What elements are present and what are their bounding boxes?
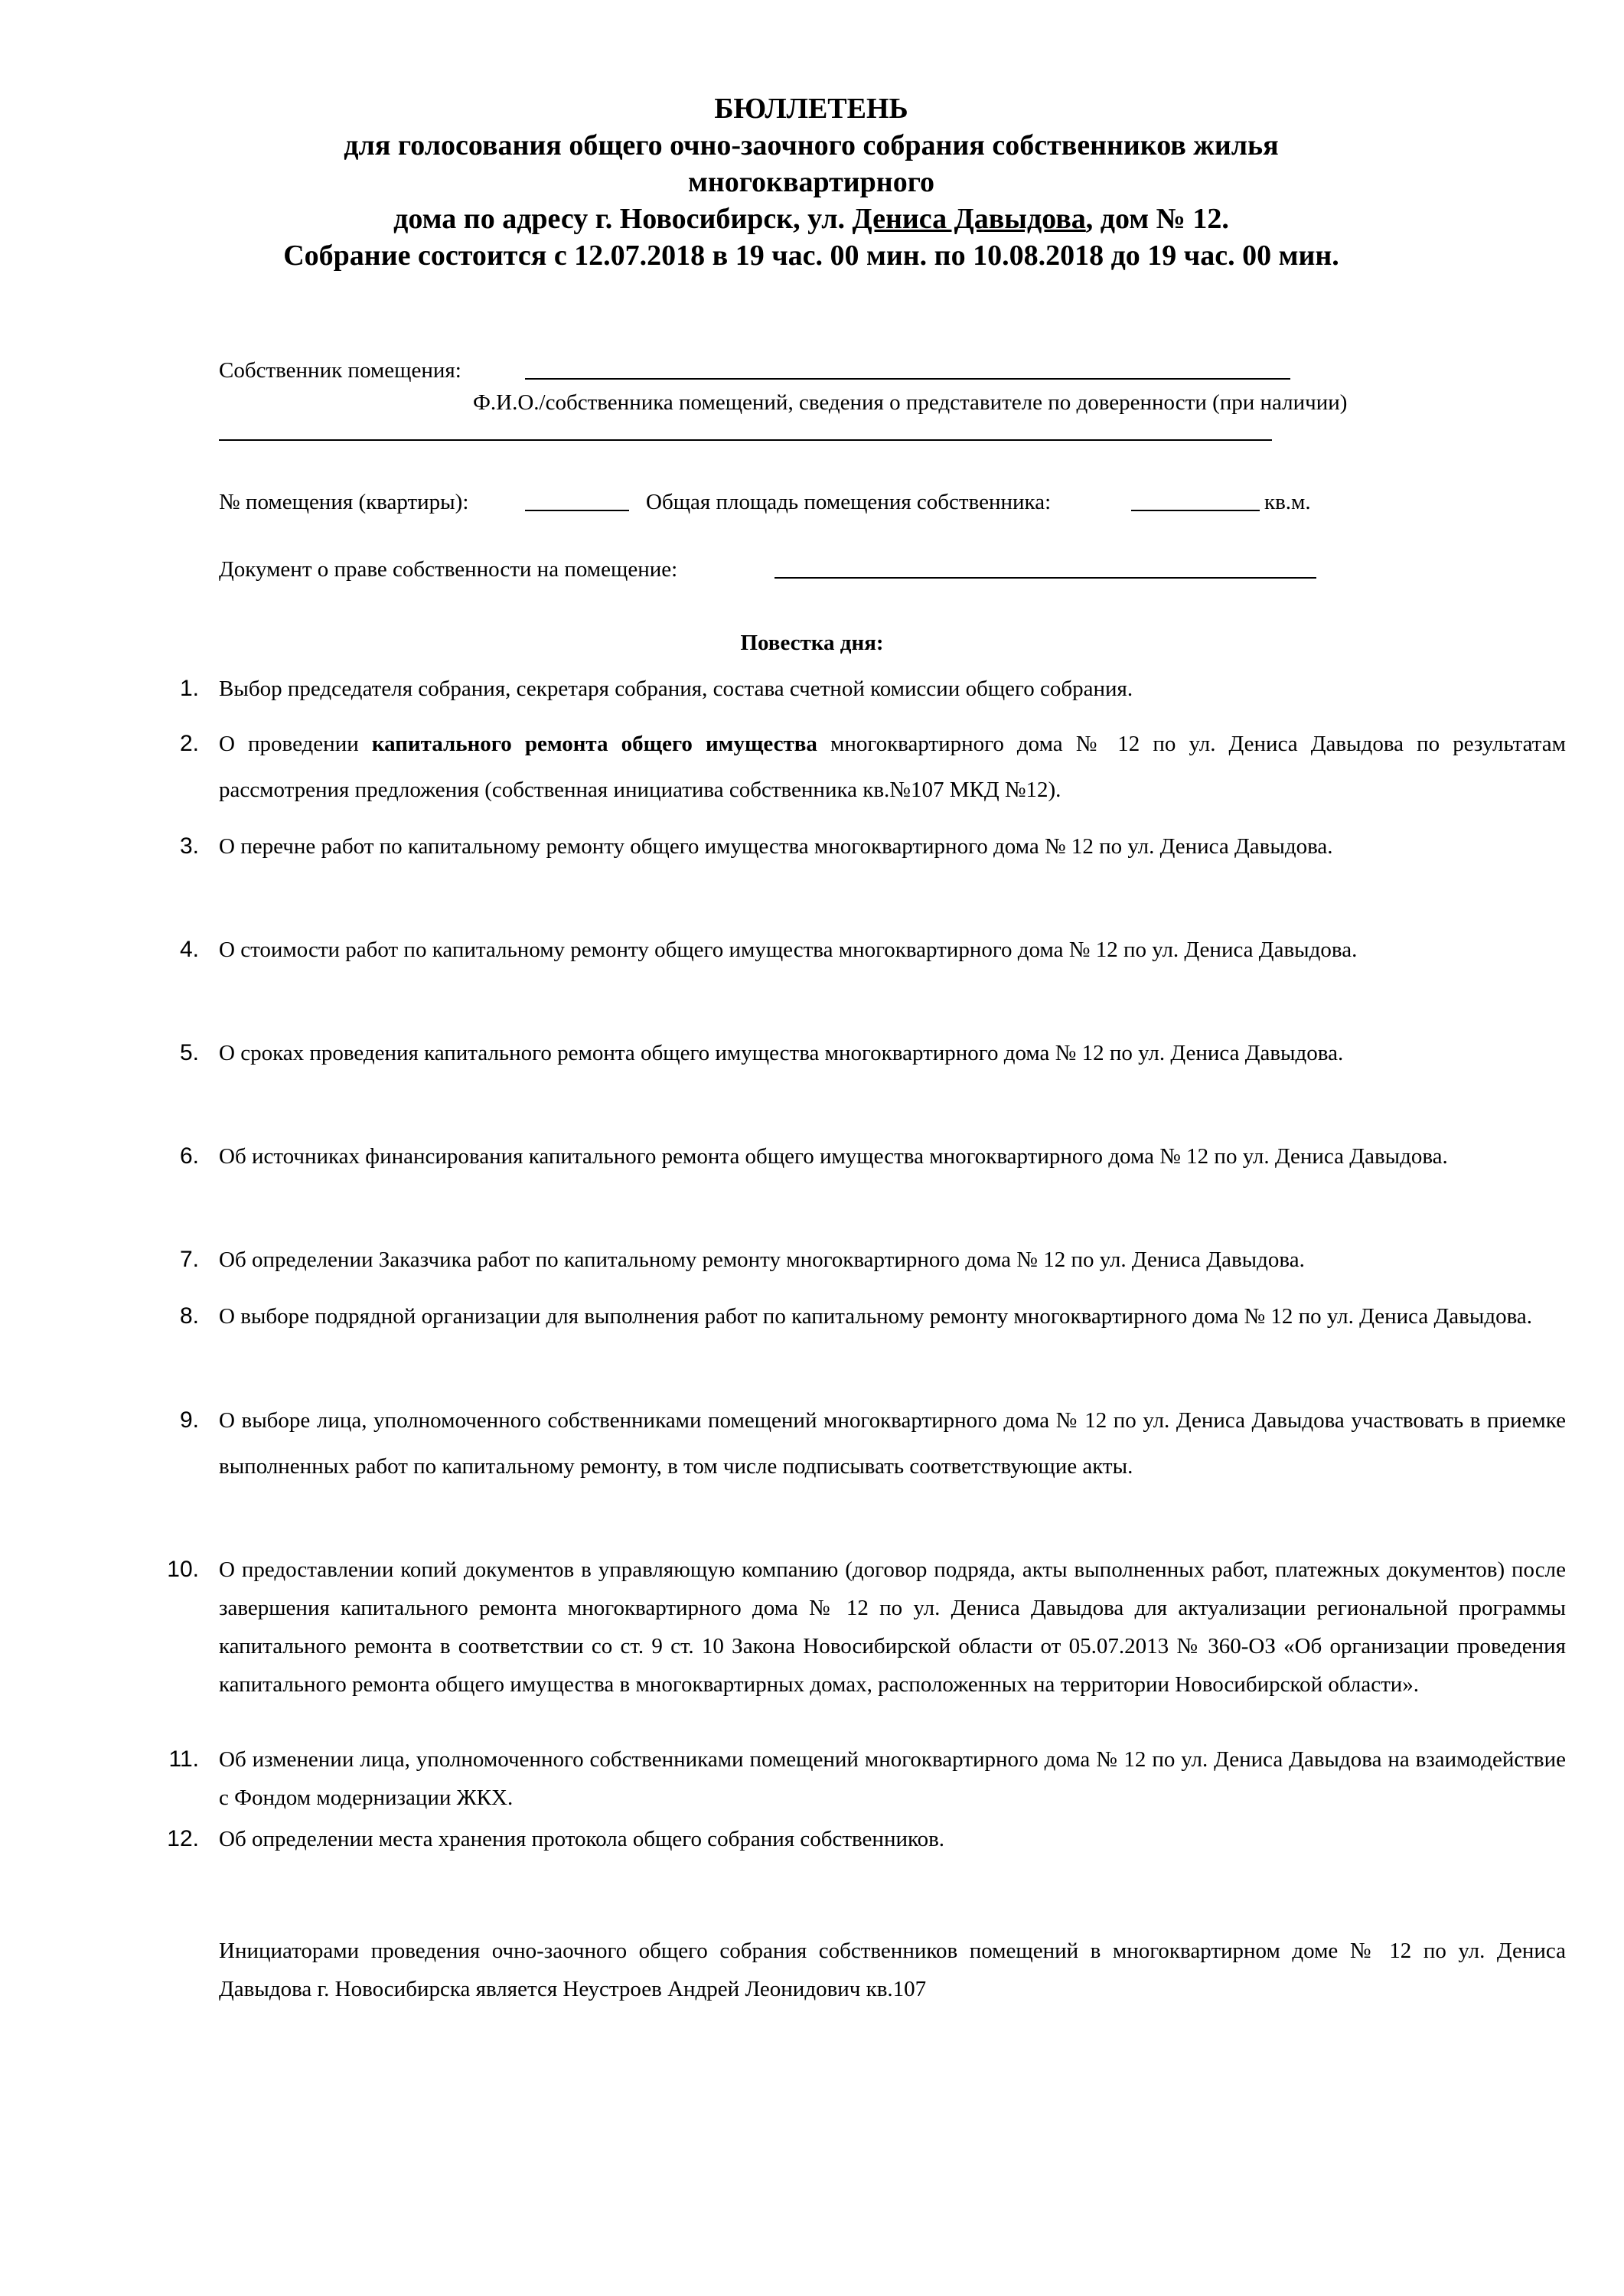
item-text (219, 721, 1566, 813)
area-unit: кв.м. (1264, 490, 1311, 514)
owner-hint: Ф.И.О./собственника помещений, сведения о представителе по доверенности (при наличии) (473, 390, 1348, 415)
item-text: О стоимости работ по капитальному ремонту общего имущества многоквартирного дома № 12 по ул. Дениса Давыдова. (219, 938, 1358, 962)
item-text-rest: многоквартирного дома № 12 по ул. Дениса Давыдова по результатам рассмотрения предложения (собственная инициатива собственника кв.№107 МКД №12). (219, 732, 1566, 802)
header-line-1: для голосования общего очно-заочного собрания собственников жилья (344, 129, 1279, 161)
item-number: 2. (179, 731, 199, 756)
item-text: О перечне работ по капитальному ремонту общего имущества многоквартирного дома № 12 по ул. Дениса Давыдова. (219, 834, 1333, 859)
item-text: О выборе подрядной организации для выполнения работ по капитальному ремонту многоквартирного дома № 12 по ул. Дениса Давыдова. (219, 1304, 1533, 1329)
item-number: 1. (179, 676, 199, 701)
item-number: 5. (179, 1040, 199, 1065)
item-number: 8. (179, 1303, 199, 1329)
item-number: 4. (179, 937, 199, 962)
initiators-note: Инициаторами проведения очно-заочного общего собрания собственников помещений в многоквартирном доме № 12 по ул. Дениса Давыдова г. Новосибирска является Неустроев Андрей Леонидович кв.107 (219, 1939, 1566, 2001)
document-title: БЮЛЛЕТЕНЬ (714, 93, 908, 125)
street-name: Дениса Давыдова (852, 203, 1086, 235)
item-number: 11. (168, 1746, 199, 1772)
item-text: О сроках проведения капитального ремонта общего имущества многоквартирного дома № 12 по ул. Дениса Давыдова. (219, 1041, 1344, 1065)
item-number: 10. (167, 1557, 199, 1582)
item-text: О предоставлении копий документов в управляющую компанию (договор подряда, акты выполненных работ, платежных документов) после завершения капитального ремонта многоквартирного дома № 12 по ул. Дениса Давыдова для актуализации региональной программы капитального ремонта в соответствии со ст. 9 ст. 10 Закона Новосибирской области от 05.07.2013 № 360-ОЗ «Об организации проведения капитального ремонта общего имущества в многоквартирных домах, расположенных на территории Новосибирской области». (219, 1557, 1566, 1697)
area-value-line[interactable] (1131, 510, 1260, 511)
area-label: Общая площадь помещения собственника: (646, 490, 1052, 514)
document-line[interactable] (774, 577, 1316, 579)
owner-extra-line[interactable] (219, 439, 1272, 441)
item-text: Об определении Заказчика работ по капитальному ремонту многоквартирного дома № 12 по ул. Дениса Давыдова. (219, 1247, 1305, 1272)
item-text-bold: капитального ремонта общего имущества (371, 732, 817, 756)
item-text-pre: О проведении (219, 732, 372, 756)
apartment-number-line[interactable] (525, 510, 629, 511)
owner-label: Собственник помещения: (219, 358, 461, 383)
item-text: Выбор председателя собрания, секретаря собрания, состава счетной комиссии общего собрания. (219, 677, 1133, 701)
owner-name-line[interactable] (525, 378, 1290, 380)
agenda-title: Повестка дня: (740, 631, 884, 655)
item-number: 9. (179, 1407, 199, 1433)
address-prefix: дома по адресу г. Новосибирск, ул. (393, 203, 853, 235)
header-line-3 (191, 201, 1431, 237)
apartment-label: № помещения (квартиры): (219, 490, 469, 514)
item-text: Об источниках финансирования капитального ремонта общего имущества многоквартирного дома № 12 по ул. Дениса Давыдова. (219, 1144, 1448, 1169)
document-label: Документ о праве собственности на помещение: (219, 557, 678, 582)
document-header (191, 90, 1431, 274)
item-number: 12. (167, 1826, 199, 1851)
item-text: Об изменении лица, уполномоченного собственниками помещений многоквартирного дома № 12 по ул. Дениса Давыдова на взаимодействие с Фондом модернизации ЖКХ. (219, 1747, 1566, 1810)
item-text: О выборе лица, уполномоченного собственниками помещений многоквартирного дома № 12 по ул. Дениса Давыдова участвовать в приемке выполненных работ по капитальному ремонту, в том числе подписывать соответствующие акты. (219, 1408, 1566, 1479)
header-line-2: многоквартирного (687, 166, 935, 198)
item-number: 6. (179, 1143, 199, 1169)
item-text: Об определении места хранения протокола общего собрания собственников. (219, 1827, 945, 1851)
address-suffix: , дом № 12. (1085, 203, 1229, 235)
item-number: 3. (179, 833, 199, 859)
meeting-dates: Собрание состоится с 12.07.2018 в 19 час. 00 мин. по 10.08.2018 до 19 час. 00 мин. (283, 240, 1339, 272)
item-number: 7. (179, 1247, 199, 1272)
